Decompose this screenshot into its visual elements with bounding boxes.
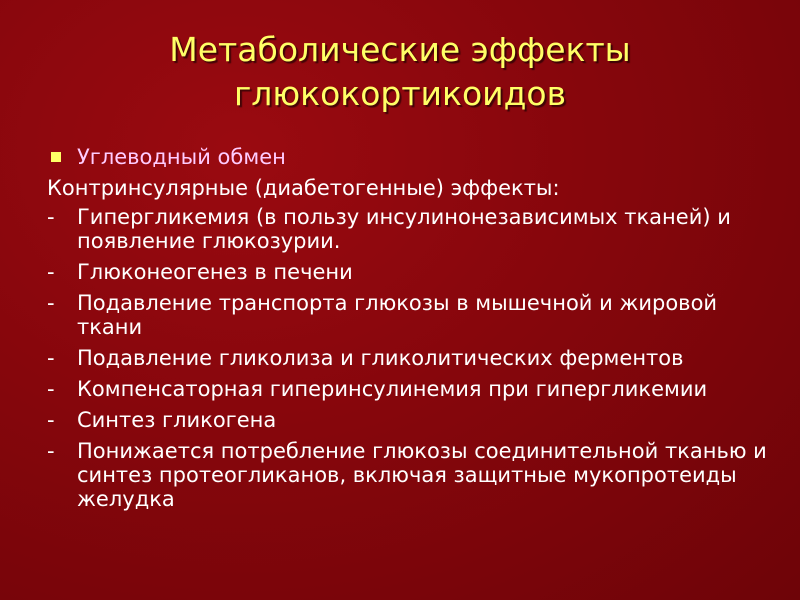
slide-content [47,142,772,518]
list-item-text: Синтез гликогена [77,408,277,432]
dash-marker: - [47,377,55,401]
dash-marker: - [47,205,55,229]
list-item-text: Глюконеогенез в печени [77,260,353,284]
list-item [47,260,772,284]
list-item-text: Подавление гликолиза и гликолитических ферментов [77,346,684,370]
slide-title-line-2: глюкокортикоидов [233,74,567,113]
list-item [47,408,772,432]
list-item-text: Подавление транспорта глюкозы в мышечной и жировой ткани [77,291,718,339]
list-item [47,291,772,339]
section-bullet [47,142,772,172]
list-item [47,346,772,370]
list-item-text: Компенсаторная гиперинсулинемия при гипергликемии [77,377,708,401]
dash-marker: - [47,439,55,463]
section-intro: Контринсулярные (диабетогенные) эффекты: [47,176,560,200]
list-item [47,205,772,253]
slide-title-line-1: Метаболические эффекты [169,30,631,69]
section-heading: Углеводный обмен [77,145,286,169]
dash-marker: - [47,260,55,284]
dash-marker: - [47,408,55,432]
list-item [47,377,772,401]
slide-title [0,28,800,116]
list-item [47,439,772,511]
list-item-text: Гипергликемия (в пользу инсулинонезависимых тканей) и появление глюкозурии. [77,205,731,253]
dash-marker: - [47,291,55,315]
square-bullet-icon [51,152,61,162]
dash-marker: - [47,346,55,370]
list-item-text: Понижается потребление глюкозы соединительной тканью и синтез протеогликанов, включая защитные мукопротеиды желудка [77,439,767,511]
effects-list [47,205,772,511]
